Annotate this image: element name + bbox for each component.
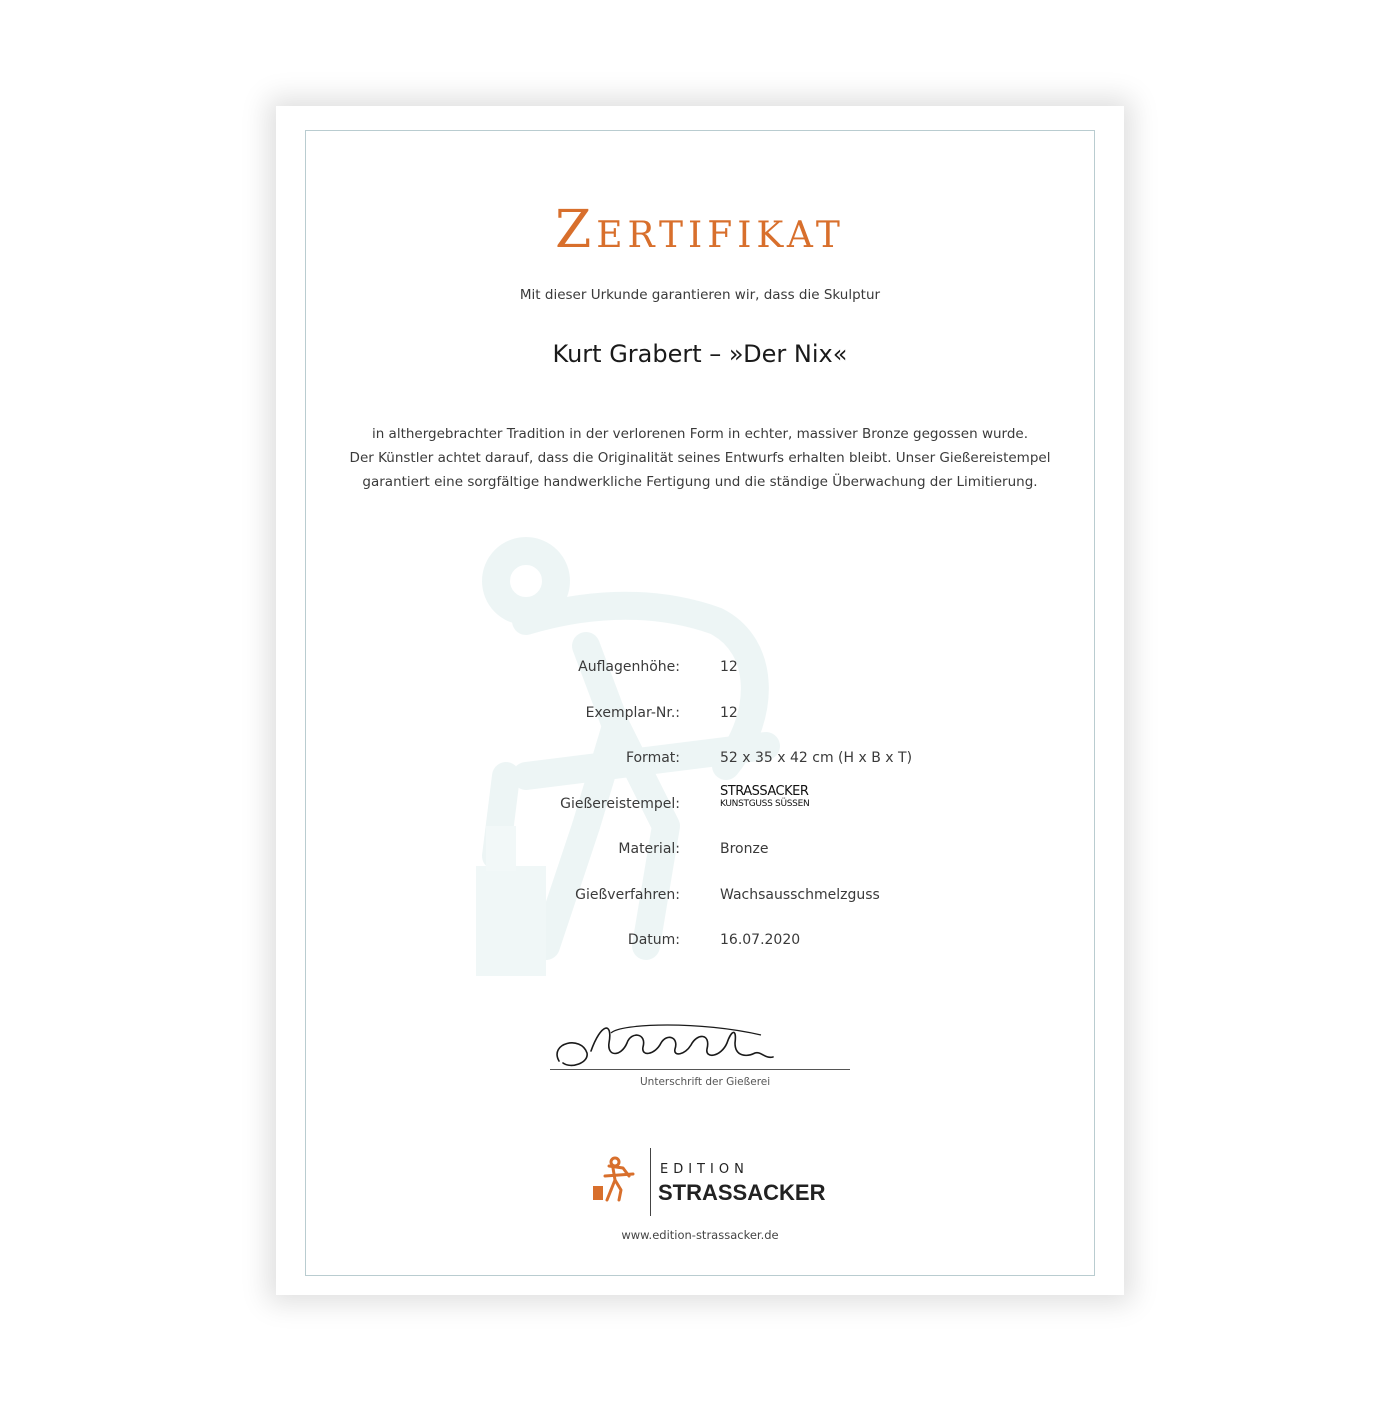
certificate-sheet: Zertifikat Mit dieser Urkunde garantieren wir, dass die Skulptur Kurt Grabert – »Der Nix« in althergebrachter Tradition in der verlorenen Form in echter, massiver Bronze gegossen wurde. Der Künstler achtet darauf, dass die Originalität seines Entwurfs erhalten bleibt. Unser Gießereistempel garantiert eine sorgfältige handwerkliche Fertigung und die ständige Überwachung der Limitierung. Auflagenhöhe: 12 Exemplar-Nr.: 12 Format: 52 x 35 x 42 cm (H x B x T) Gießereistempel: STRASSACKER KUNSTGUSS SÜSSEN Material: Bronze Gießverfahren: Wachsausschmelzguss Datum: 16.07.2020 Unterschrift der Gießerei EDITION STRASSACKER www.edition-strassacker.de — [276, 106, 1124, 1295]
logo-brand-text: STRASSACKER — [658, 1180, 826, 1205]
sculpture-title: Kurt Grabert – »Der Nix« — [552, 340, 848, 368]
edition-size-value: 12 — [720, 659, 738, 675]
detail-row-edition-size — [276, 659, 1124, 705]
detail-row-date — [276, 932, 1124, 978]
edition-size-label: Auflagenhöhe: — [578, 659, 680, 675]
copy-number-value: 12 — [720, 704, 738, 721]
material-value: Bronze — [720, 841, 769, 857]
certificate-title: Zertifikat — [555, 200, 845, 260]
signature-line — [550, 1069, 850, 1070]
foundry-stamp-line1: STRASSACKER — [720, 783, 809, 799]
casting-process-label: Gießverfahren: — [575, 886, 680, 903]
date-value: 16.07.2020 — [720, 932, 801, 948]
guarantee-line: garantiert eine sorgfältige handwerkliche Fertigung und die ständige Überwachung der Limitierung. — [362, 474, 1038, 490]
detail-row-material — [276, 841, 1124, 887]
format-value: 52 x 35 x 42 cm (H x B x T) — [720, 750, 913, 766]
detail-row-foundry-stamp — [276, 783, 1124, 842]
foundry-stamp-label: Gießereistempel: — [560, 795, 680, 812]
handwritten-signature — [551, 1013, 851, 1073]
foundry-worker-icon — [589, 1156, 637, 1204]
edition-strassacker-logo — [589, 1148, 829, 1220]
guarantee-paragraph — [346, 422, 1054, 494]
detail-row-casting-process — [276, 887, 1124, 933]
material-label: Material: — [618, 841, 680, 857]
foundry-stamp-line2: KUNSTGUSS SÜSSEN — [720, 798, 810, 809]
details-list — [276, 659, 1124, 978]
casting-process-value: Wachsausschmelzguss — [720, 886, 880, 903]
date-label: Datum: — [627, 932, 680, 948]
guarantee-line: Der Künstler achtet darauf, dass die Originalität seines Entwurfs erhalten bleibt. Unser Gießereistempel — [349, 450, 1051, 466]
copy-number-label: Exemplar-Nr.: — [585, 704, 680, 721]
format-label: Format: — [625, 750, 680, 766]
foundry-stamp — [720, 783, 810, 810]
detail-row-copy-number — [276, 705, 1124, 751]
intro-text: Mit dieser Urkunde garantieren wir, dass die Skulptur — [519, 287, 881, 303]
detail-row-format — [276, 750, 1124, 799]
logo-edition-text: EDITION — [660, 1162, 749, 1177]
guarantee-line: in althergebrachter Tradition in der verlorenen Form in echter, massiver Bronze gegossen wurde. — [371, 426, 1029, 442]
logo-divider — [650, 1148, 651, 1216]
website-url: www.edition-strassacker.de — [621, 1228, 779, 1242]
